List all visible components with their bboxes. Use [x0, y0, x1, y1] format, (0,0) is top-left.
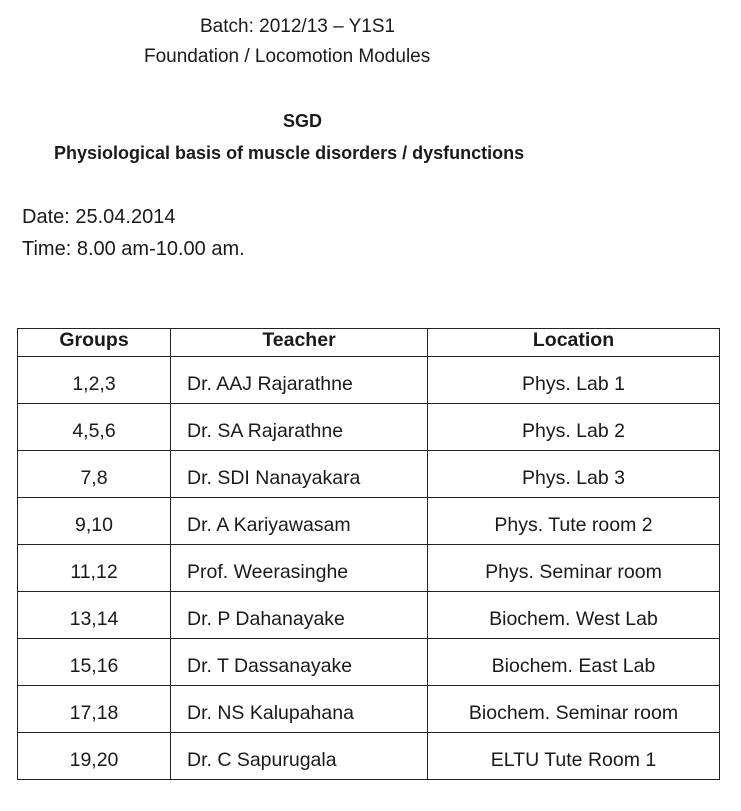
teacher-cell: Dr. AAJ Rajarathne: [171, 357, 428, 404]
teacher-cell: Dr. SDI Nanayakara: [171, 451, 428, 498]
groups-cell: 19,20: [18, 733, 171, 780]
table-row: [18, 357, 720, 404]
groups-cell: 1,2,3: [18, 357, 171, 404]
modules-line: Foundation / Locomotion Modules: [144, 46, 431, 67]
location-cell: Biochem. Seminar room: [428, 686, 720, 733]
location-cell: ELTU Tute Room 1: [428, 733, 720, 780]
groups-cell: 11,12: [18, 545, 171, 592]
table-row: [18, 498, 720, 545]
schedule-table: [17, 328, 720, 780]
location-cell: Phys. Lab 1: [428, 357, 720, 404]
topic-heading: Physiological basis of muscle disorders / dysfunctions: [54, 143, 525, 163]
teacher-cell: Prof. Weerasinghe: [171, 545, 428, 592]
teacher-cell: Dr. C Sapurugala: [171, 733, 428, 780]
location-cell: Phys. Lab 2: [428, 404, 720, 451]
groups-cell: 9,10: [18, 498, 171, 545]
groups-cell: 7,8: [18, 451, 171, 498]
table-row: [18, 404, 720, 451]
column-header-location: Location: [428, 329, 720, 357]
table-header-row: [18, 329, 720, 357]
teacher-cell: Dr. A Kariyawasam: [171, 498, 428, 545]
table-row: [18, 592, 720, 639]
table-row: [18, 639, 720, 686]
location-cell: Phys. Tute room 2: [428, 498, 720, 545]
column-header-groups: Groups: [18, 329, 171, 357]
groups-cell: 13,14: [18, 592, 171, 639]
column-header-teacher: Teacher: [171, 329, 428, 357]
teacher-cell: Dr. P Dahanayake: [171, 592, 428, 639]
location-cell: Phys. Lab 3: [428, 451, 720, 498]
groups-cell: 15,16: [18, 639, 171, 686]
table-row: [18, 545, 720, 592]
location-cell: Biochem. East Lab: [428, 639, 720, 686]
teacher-cell: Dr. NS Kalupahana: [171, 686, 428, 733]
date-line: Date: 25.04.2014: [22, 206, 176, 228]
location-cell: Phys. Seminar room: [428, 545, 720, 592]
groups-cell: 4,5,6: [18, 404, 171, 451]
table-row: [18, 733, 720, 780]
table-row: [18, 686, 720, 733]
groups-cell: 17,18: [18, 686, 171, 733]
session-type-heading: SGD: [283, 111, 323, 131]
table-row: [18, 451, 720, 498]
time-line: Time: 8.00 am-10.00 am.: [22, 238, 245, 260]
batch-line: Batch: 2012/13 – Y1S1: [200, 16, 396, 37]
teacher-cell: Dr. T Dassanayake: [171, 639, 428, 686]
location-cell: Biochem. West Lab: [428, 592, 720, 639]
teacher-cell: Dr. SA Rajarathne: [171, 404, 428, 451]
